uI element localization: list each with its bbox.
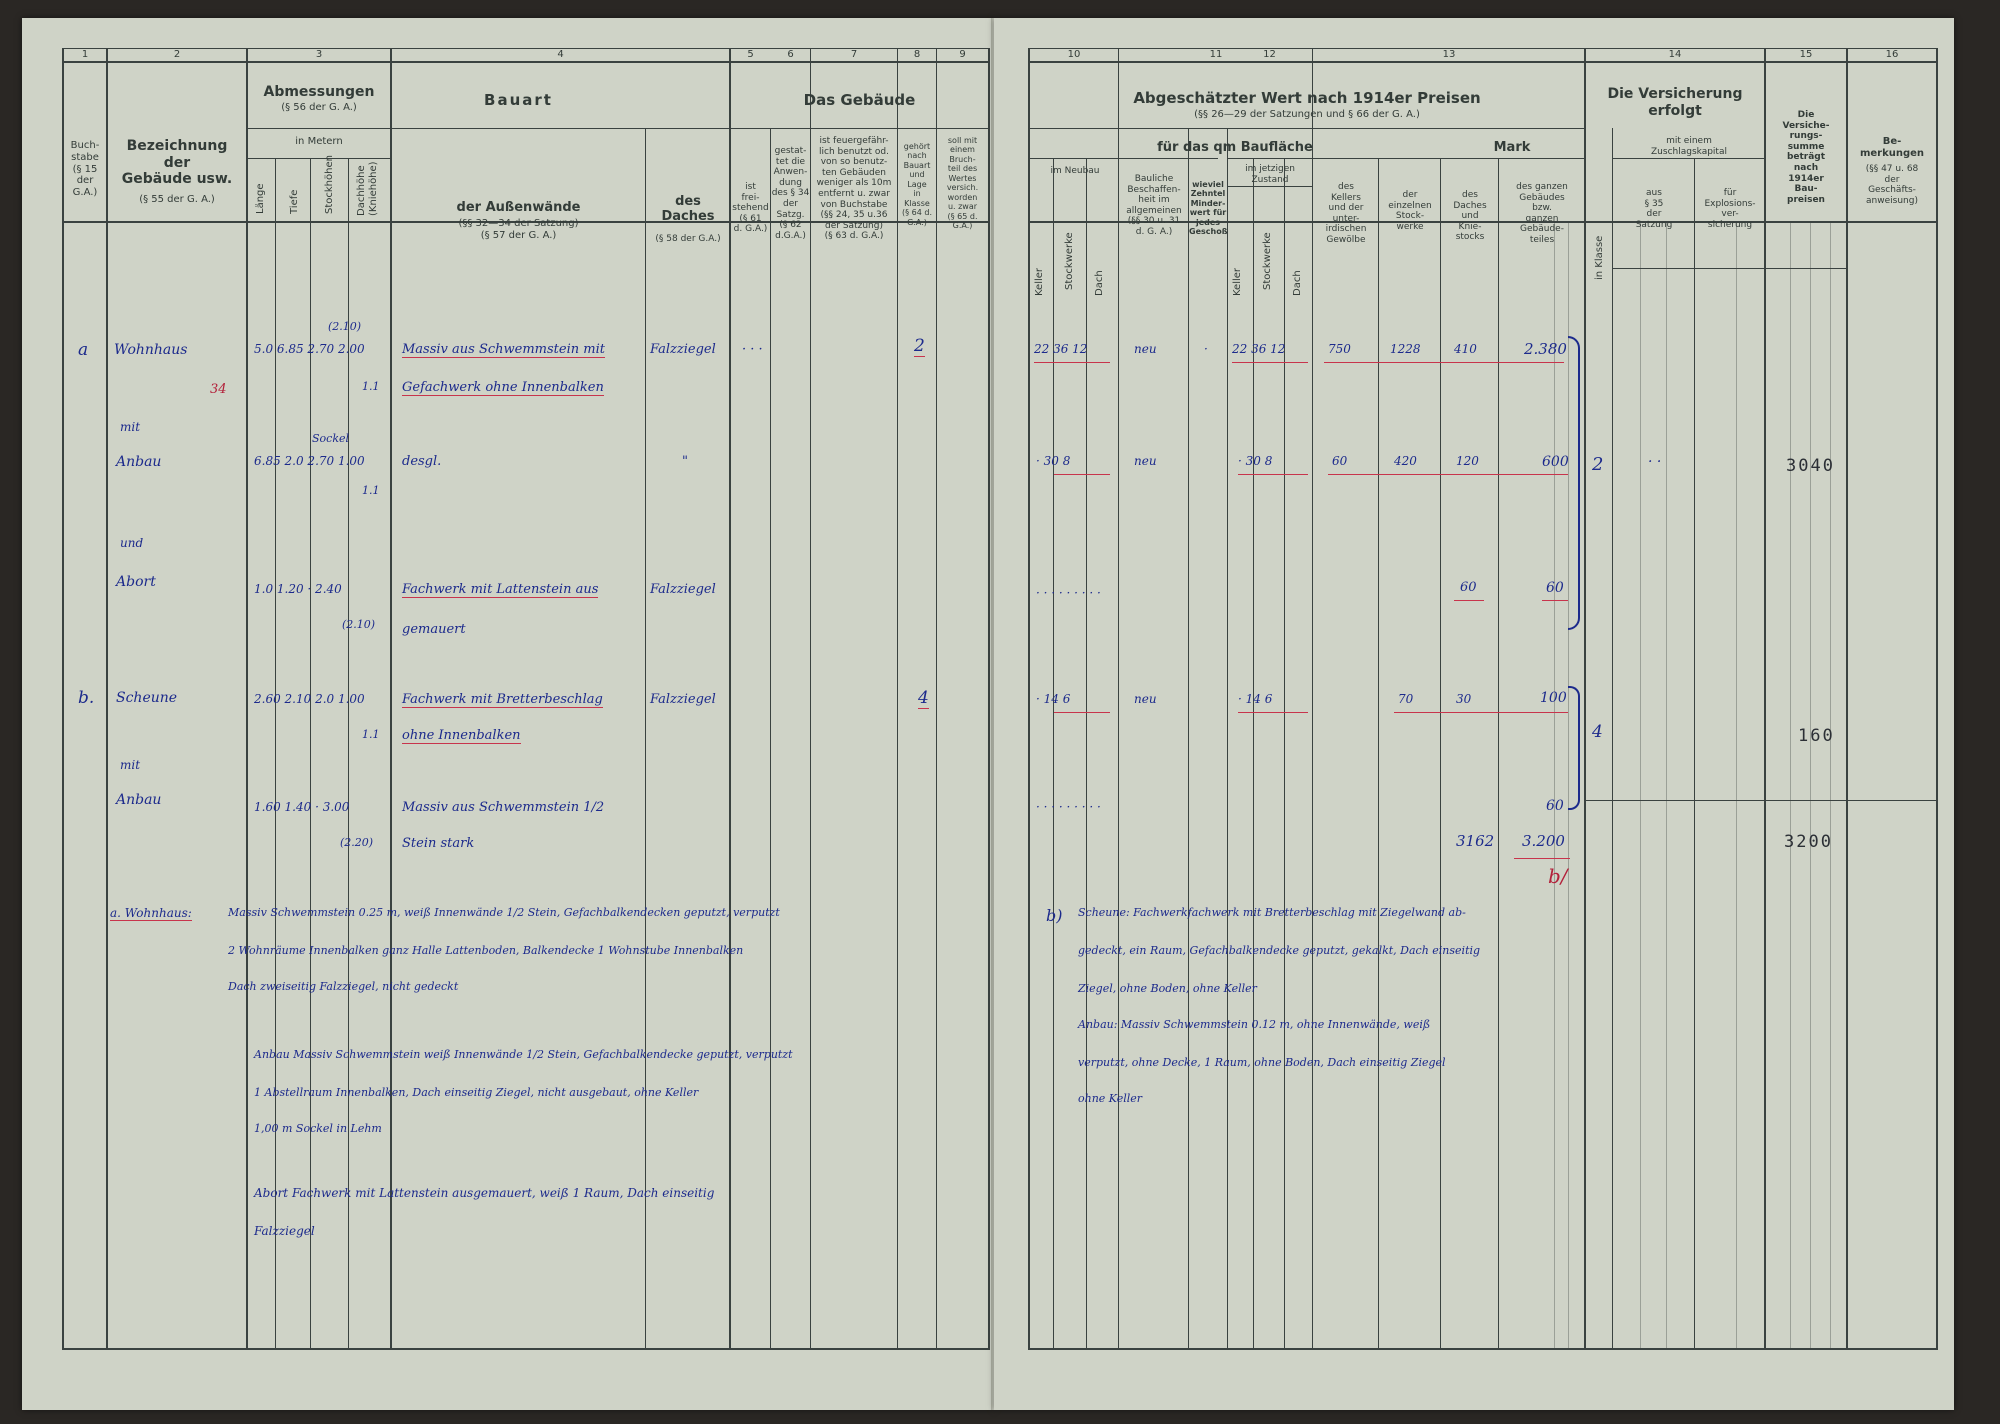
entry-a-dims2: 1.1: [362, 380, 380, 393]
table-rule: [1584, 800, 1936, 801]
note-anbau-line-3: 1,00 m Sockel in Lehm: [254, 1122, 382, 1135]
table-rule: [1227, 158, 1584, 159]
check-mark: b/: [1548, 864, 1568, 888]
colnum-1: 1: [81, 49, 89, 60]
header-dach: des Daches: [661, 194, 715, 225]
header-gebaeude: Das Gebäude: [803, 91, 916, 109]
colnum-10: 10: [1067, 49, 1081, 60]
subtotal-daches: 3162: [1456, 832, 1495, 850]
header-bezeichnung-ref: (§ 55 der G. A.): [139, 194, 215, 205]
table-rule: [645, 128, 646, 1348]
table-rule: [62, 48, 64, 1348]
value-class-a: 2: [1592, 454, 1604, 475]
colnum-9: 9: [959, 49, 966, 60]
table-rule: [1028, 61, 1938, 63]
note-scheune-line-2: gedeckt, ein Raum, Gefachbalkendecke geputzt, gekalkt, Dach einseitig: [1078, 944, 1481, 957]
header-stockwerke-neu: Stockwerke: [1064, 232, 1075, 290]
table-rule: [1612, 128, 1613, 1348]
header-bauart: Bauart: [484, 91, 553, 109]
left-page: [22, 18, 994, 1410]
bracket-b: [1568, 686, 1580, 810]
table-rule: [106, 48, 108, 1348]
table-rule: [1554, 223, 1555, 1348]
header-klasse: gehört nach Bauart und Lage in Klasse (§ 64 d. G.A.): [901, 142, 932, 227]
entry-anbau-wall: desgl.: [402, 454, 442, 469]
header-tiefe: Tiefe: [289, 189, 300, 214]
note-scheune-line-1: Scheune: Fachwerkfachwerk mit Bretterbeschlag mit Ziegelwand ab-: [1078, 906, 1466, 919]
table-rule: [1028, 48, 1030, 1348]
entry-abort-dims: 1.0 1.20 · 2.40: [254, 582, 342, 596]
header-zuschlag: mit einem Zuschlagskapital: [1651, 136, 1727, 157]
entry-a-wall-2: Gefachwerk ohne Innenbalken: [402, 380, 604, 395]
entry-anbau2-wall-1: Massiv aus Schwemmstein 1/2: [402, 800, 605, 815]
colnum-6: 6: [787, 49, 794, 60]
header-aus35: aus § 35 der Satzung: [1635, 188, 1673, 230]
value-a-jetzt: 22 36 12: [1232, 342, 1286, 356]
entry-anbau2-dims: 1.60 1.40 · 3.00: [254, 800, 350, 814]
red-underline: [1232, 362, 1308, 363]
value-a-stock: 1228: [1390, 342, 1421, 356]
note-anbau-line-2: 1 Abstellraum Innenbalken, Dach einseitig Ziegel, nicht ausgebaut, ohne Keller: [254, 1086, 699, 1099]
header-in-metern: in Metern: [295, 136, 343, 147]
table-rule: [246, 158, 390, 159]
entry-a-roof: Falzziegel: [650, 342, 716, 357]
colnum-16: 16: [1885, 49, 1899, 60]
header-qm: für das qm Baufläche: [1157, 140, 1313, 155]
table-rule: [1736, 223, 1737, 1348]
note-wohnhaus-line-1: Massiv Schwemmstein 0.25 m, weiß Innenwände 1/2 Stein, Gefachbalkendecken geputzt, verputzt: [228, 906, 780, 919]
entry-abort-wall-2: gemauert: [402, 622, 466, 637]
entry-a-letter: a: [78, 340, 89, 360]
header-stockwerke-jetzt: Stockwerke: [1262, 232, 1273, 290]
header-dach-neu: Dach: [1094, 270, 1105, 296]
table-rule: [1053, 158, 1054, 1348]
value-class-a-dots: · ·: [1648, 454, 1662, 470]
table-rule: [246, 128, 390, 129]
colnum-13: 13: [1442, 49, 1456, 60]
right-page: [994, 18, 1954, 1410]
table-rule: [1612, 268, 1764, 269]
header-jetzigen: im jetzigen Zustand: [1245, 164, 1295, 185]
table-rule: [246, 48, 248, 1348]
header-laenge: Länge: [255, 183, 266, 214]
table-rule: [1378, 158, 1379, 1348]
red-underline: [1394, 712, 1568, 713]
table-rule: [310, 158, 311, 1348]
value-anbau-dach: 120: [1456, 454, 1479, 468]
header-bemerkungen-ref: (§§ 47 u. 68 der Geschäfts- anweisung): [1865, 164, 1919, 206]
header-mark: Mark: [1493, 140, 1531, 155]
table-rule: [1810, 223, 1811, 1348]
value-b-cond: neu: [1134, 692, 1157, 706]
header-zehntel: wieviel Zehntel Minder- wert für jedes Geschoß: [1189, 180, 1228, 237]
value-anbau-cond: neu: [1134, 454, 1157, 468]
header-ganzen: des ganzen Gebäudes bzw. ganzen Gebäude- teiles: [1516, 182, 1568, 246]
header-bauliche: Bauliche Beschaffen- heit im allgemeinen (§§ 30 u. 31 d. G. A.): [1126, 174, 1182, 238]
table-rule: [1584, 48, 1586, 1348]
table-rule: [729, 48, 731, 1348]
entry-anbau2-wall-2: Stein stark: [402, 836, 475, 851]
note-scheune-label: b): [1046, 906, 1063, 925]
note-anbau-line-1: Anbau Massiv Schwemmstein weiß Innenwände 1/2 Stein, Gefachbalkendecke geputzt, verputzt: [254, 1048, 793, 1061]
value-abort-dach: 60: [1460, 580, 1477, 595]
header-stockhoehen: Stockhöhen: [324, 155, 335, 214]
table-rule: [1312, 48, 1313, 1348]
note-scheune-line-5: verputzt, ohne Decke, 1 Raum, ohne Boden, Dach einseitig Ziegel: [1078, 1056, 1446, 1069]
value-anbau-jetzt: · 30 8: [1238, 454, 1273, 468]
table-rule: [1188, 128, 1189, 1348]
header-wert: Abgeschätzter Wert nach 1914er Preisen: [1133, 89, 1481, 107]
header-in-klasse: in Klasse: [1594, 235, 1605, 280]
entry-b-letter: b.: [78, 688, 95, 708]
table-rule: [1118, 48, 1119, 1348]
entry-b-wall-2: ohne Innenbalken: [402, 728, 521, 743]
header-neubau: im Neubau: [1050, 166, 1100, 176]
value-b-total: 100: [1540, 690, 1567, 706]
header-dach-jetzt: Dach: [1292, 270, 1303, 296]
entry-anbau2-dims2: (2.20): [340, 836, 374, 849]
header-dach-ref: (§ 58 der G.A.): [655, 234, 721, 244]
header-aussenwaende-ref: (§§ 32—34 der Satzung) (§ 57 der G. A.): [458, 218, 579, 241]
red-underline: [1034, 362, 1110, 363]
value-anbau-stock: 420: [1394, 454, 1417, 468]
entry-a-class: 2: [914, 336, 925, 356]
value-a-keller: 750: [1328, 342, 1351, 356]
header-abmessungen-ref: (§ 56 der G. A.): [281, 102, 357, 113]
value-anbau-total: 600: [1542, 454, 1569, 470]
header-keller-neu: Keller: [1034, 267, 1045, 296]
table-rule: [936, 48, 937, 1348]
table-rule: [1227, 128, 1228, 1348]
table-rule: [1640, 223, 1641, 1348]
note-abort-line-2: Falzziegel: [254, 1224, 315, 1238]
note-abort-line-1: Abort Fachwerk mit Lattenstein ausgemauert, weiß 1 Raum, Dach einseitig: [254, 1186, 715, 1200]
red-underline: [1238, 474, 1308, 475]
value-class-b: 4: [1592, 722, 1603, 742]
entry-b-class: 4: [918, 688, 929, 708]
value-anbau-neubau: · 30 8: [1036, 454, 1071, 468]
entry-anbau2-name: Anbau: [116, 792, 162, 808]
entry-mit-1: mit: [120, 420, 141, 434]
header-daches: des Daches und Knie- stocks: [1453, 190, 1487, 243]
value-anbau2-dots: · · · · · · · · ·: [1036, 800, 1101, 814]
header-keller-jetzt: Keller: [1232, 267, 1243, 296]
value-a-cond: neu: [1134, 342, 1157, 356]
table-rule: [988, 48, 990, 1350]
table-rule: [1666, 223, 1667, 1348]
table-rule: [390, 128, 988, 129]
header-bezeichnung: Bezeichnung der Gebäude usw.: [121, 138, 233, 188]
red-underline: [1328, 474, 1568, 475]
entry-b-wall-1: Fachwerk mit Bretterbeschlag: [402, 692, 603, 707]
table-rule: [1227, 186, 1312, 187]
entry-anbau-above: Sockel: [312, 432, 350, 445]
red-underline: [1054, 474, 1110, 475]
table-rule: [1498, 158, 1499, 1348]
table-rule: [348, 158, 349, 1348]
header-anwendung: gestat- tet die Anwen- dung des § 34 der Satzg. (§ 62 d.G.A.): [771, 146, 810, 241]
table-rule: [810, 48, 811, 1348]
entry-a-dots: · · ·: [742, 342, 763, 357]
header-explosion: für Explosions- ver- sicherung: [1704, 188, 1756, 230]
header-feuergefaehrlich: ist feuergefähr- lich benutzt od. von so benutz- ten Gebäuden weniger als 10m entfernt u. zwar von Buchstabe (§§ 24, 35 u.36 der Satzung) (§ 63 d. G.A.): [816, 136, 892, 242]
table-rule: [62, 1348, 990, 1350]
header-kellers: des Kellers und der unter- irdischen Gewölbe: [1325, 182, 1367, 246]
value-a-zehntel: ·: [1204, 342, 1208, 356]
value-b-stock: 70: [1398, 692, 1414, 706]
red-underline: [1542, 600, 1568, 601]
colnum-8: 8: [913, 49, 921, 60]
table-rule: [1028, 128, 1584, 129]
colnum-15: 15: [1799, 49, 1813, 60]
table-rule: [62, 61, 990, 63]
entry-b-dims2: 1.1: [362, 728, 380, 741]
entry-anbau-roof: ": [682, 454, 688, 469]
colnum-5: 5: [747, 49, 754, 60]
entry-mit-2: mit: [120, 758, 141, 772]
entry-abort-roof: Falzziegel: [650, 582, 716, 597]
table-rule: [1790, 223, 1791, 1348]
grand-total: 3200: [1784, 832, 1833, 852]
value-a-dach: 410: [1454, 342, 1477, 356]
table-rule: [390, 48, 392, 1348]
sum-a: 3040: [1786, 456, 1835, 476]
header-dachhoehe: Dachhöhe: [356, 165, 367, 216]
note-wohnhaus-label: a. Wohnhaus:: [110, 906, 192, 920]
header-wert-ref: (§§ 26—29 der Satzungen und § 66 der G. A.): [1194, 109, 1420, 120]
entry-und: und: [120, 536, 144, 550]
table-rule: [1612, 158, 1764, 159]
note-scheune-line-4: Anbau: Massiv Schwemmstein 0.12 m, ohne Innenwände, weiß: [1078, 1018, 1431, 1031]
entry-anbau-name: Anbau: [116, 454, 162, 470]
entry-abort-wall-1: Fachwerk mit Lattenstein aus: [402, 582, 599, 597]
colnum-12: 12: [1263, 49, 1276, 60]
table-rule: [275, 158, 276, 1348]
value-anbau2-total: 60: [1546, 798, 1564, 814]
entry-a-red-note: 34: [210, 382, 227, 397]
value-anbau-keller: 60: [1332, 454, 1348, 468]
header-bruchteil: soll mit einem Bruch- teil des Wertes versich. worden u. zwar (§ 65 d. G.A.): [946, 136, 979, 230]
subtotal-ganzen: 3.200: [1522, 832, 1565, 850]
colnum-4: 4: [557, 49, 564, 60]
table-rule: [897, 48, 898, 1348]
value-b-neubau: · 14 6: [1036, 692, 1071, 706]
entry-b-name: Scheune: [116, 690, 178, 706]
colnum-2: 2: [173, 49, 181, 60]
table-rule: [1936, 48, 1938, 1350]
header-buchstabe: Buch- stabe (§ 15 der G.A.): [70, 140, 100, 199]
header-abmessungen: Abmessungen: [263, 84, 375, 100]
value-a-neubau: 22 36 12: [1034, 342, 1088, 356]
note-wohnhaus-line-3: Dach zweiseitig Falzziegel, nicht gedeckt: [228, 980, 459, 993]
value-b-jetzt: · 14 6: [1238, 692, 1273, 706]
red-underline: [1454, 600, 1484, 601]
header-bemerkungen: Be- merkungen: [1859, 136, 1925, 159]
red-underline: [1324, 362, 1564, 363]
red-underline: [1054, 712, 1110, 713]
note-wohnhaus-line-2: 2 Wohnräume Innenbalken ganz Halle Lattenboden, Balkendecke 1 Wohnstube Innenbalken: [228, 944, 744, 957]
entry-anbau-dims: 6.85 2.0 2.70 1.00: [254, 454, 365, 468]
header-freistehend: ist frei- stehend (§ 61 d. G.A.): [732, 182, 769, 235]
note-scheune-line-6: ohne Keller: [1078, 1092, 1143, 1105]
value-abort-dots: · · · · · · · · ·: [1036, 586, 1101, 600]
header-aussenwaende: der Außenwände: [456, 200, 581, 215]
entry-abort-dims2: (2.10): [342, 618, 376, 631]
table-rule: [1284, 158, 1285, 1348]
value-b-dach: 30: [1456, 692, 1472, 706]
value-a-total: 2.380: [1524, 340, 1567, 358]
table-rule: [1694, 158, 1695, 1348]
note-scheune-line-3: Ziegel, ohne Boden, ohne Keller: [1078, 982, 1257, 995]
header-summe: Die Versiche- rungs- summe beträgt nach 1914er Bau- preisen: [1782, 110, 1830, 205]
table-rule: [1028, 1348, 1938, 1350]
entry-a-above: (2.10): [328, 320, 362, 333]
entry-a-dims: 5.0 6.85 2.70 2.00: [254, 342, 365, 356]
table-rule: [1846, 48, 1848, 1348]
table-rule: [1764, 268, 1846, 269]
table-rule: [1830, 223, 1831, 1348]
entry-b-roof: Falzziegel: [650, 692, 716, 707]
table-rule: [1764, 48, 1766, 1348]
colnum-7: 7: [850, 49, 858, 60]
entry-anbau-dims2: 1.1: [362, 484, 380, 497]
table-rule: [1086, 158, 1087, 1348]
entry-b-dims: 2.60 2.10 2.0 1.00: [254, 692, 365, 706]
red-underline: [1514, 858, 1570, 859]
entry-a-wall-1: Massiv aus Schwemmstein mit: [402, 342, 605, 357]
entry-abort-name: Abort: [116, 574, 156, 590]
red-underline: [1238, 712, 1308, 713]
colnum-14: 14: [1668, 49, 1682, 60]
sum-b: 160: [1798, 726, 1835, 746]
bracket-a: [1568, 336, 1580, 630]
entry-a-name: Wohnhaus: [114, 342, 188, 358]
colnum-3: 3: [315, 49, 323, 60]
header-einzelnen: der einzelnen Stock- werke: [1388, 190, 1432, 232]
table-rule: [770, 128, 771, 1348]
value-abort-total: 60: [1546, 580, 1564, 596]
table-rule: [1253, 158, 1254, 1348]
table-rule: [1028, 158, 1218, 159]
colnum-11: 11: [1209, 49, 1223, 60]
table-rule: [1440, 158, 1441, 1348]
header-kniehoehe: (Kniehöhe): [368, 161, 379, 216]
header-versicherung: Die Versicherung erfolgt: [1607, 86, 1743, 119]
